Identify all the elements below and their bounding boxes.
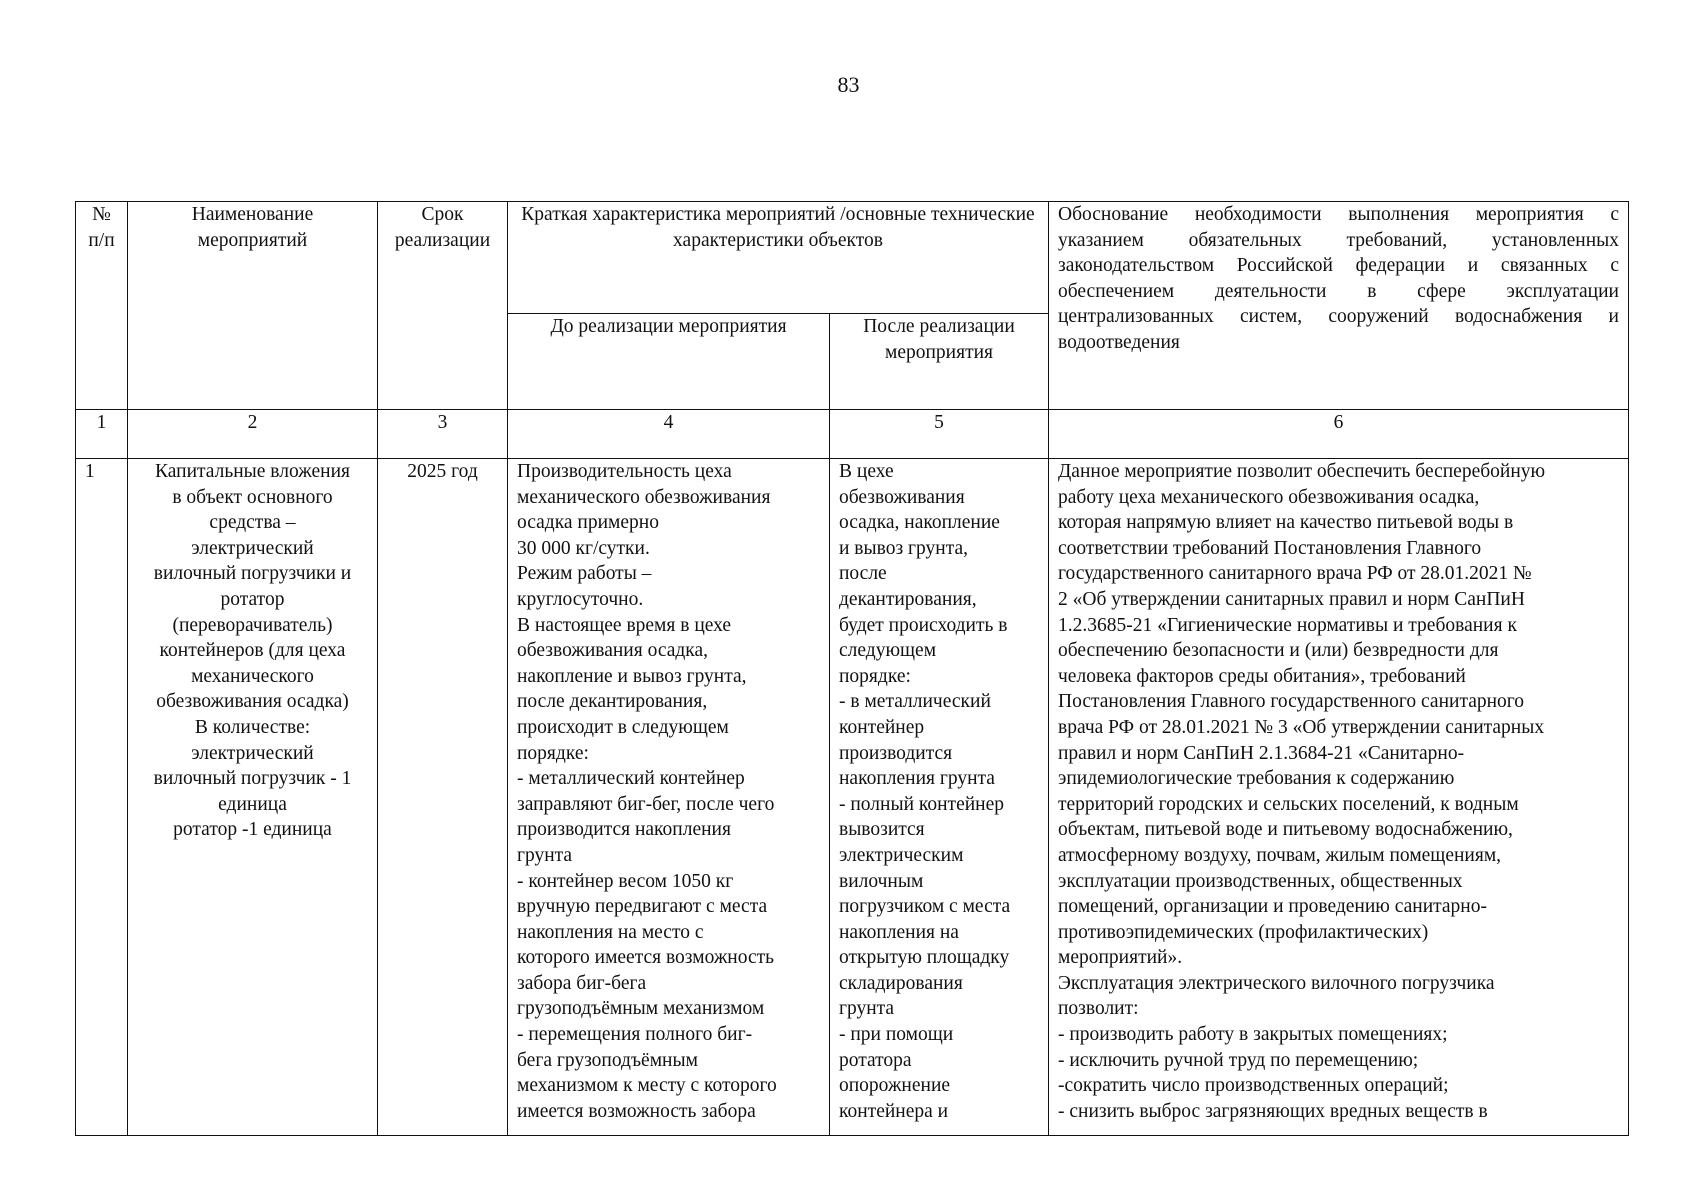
text-line: после [839, 563, 887, 585]
text-line: эксплуатации производственных, общественных [1058, 870, 1463, 892]
text-line: накопления грунта [839, 768, 995, 790]
text-line: после декантирования, [517, 691, 708, 713]
justification-cell [1049, 459, 1629, 1136]
text-line: которого имеется возможность [517, 947, 775, 969]
text-line: противоэпидемических (профилактических) [1058, 921, 1429, 943]
text-line: Постановления Главного государственного санитарного [1058, 691, 1525, 713]
text-line: средства – [209, 512, 296, 534]
header-col-after: После реализации мероприятия [830, 314, 1049, 410]
text-line: -сократить число производственных операций; [1058, 1075, 1449, 1097]
text-line: 30 000 кг/сутки. [517, 537, 650, 559]
text-line: накопления на место с [517, 921, 704, 943]
text-line: контейнера и [839, 1100, 949, 1122]
text-line: и вывоз грунта, [839, 537, 968, 559]
text-line: - перемещения полного биг- [517, 1024, 753, 1046]
text-line: эпидемиологические требования к содержанию [1058, 768, 1455, 790]
text-line: механизмом к месту с которого [517, 1075, 777, 1097]
text-line: Капитальные вложения [155, 461, 350, 482]
text-line: вывозится [839, 819, 925, 841]
text-line: соответствии требований Постановления Главного [1058, 537, 1482, 559]
text-line: бега грузоподъёмным [517, 1049, 698, 1071]
text-line: механического обезвоживания [517, 486, 771, 508]
text-line: - производить работу в закрытых помещениях; [1058, 1024, 1448, 1046]
text-line: Данное мероприятие позволит обеспечить бесперебойную [1058, 461, 1546, 482]
text-line: заправляют биг-бег, после чего [517, 793, 775, 815]
text-line: забора биг-бега [517, 972, 647, 994]
text-line: (переворачиватель) [172, 614, 333, 636]
text-line: - полный контейнер [839, 793, 1004, 815]
measure-name-cell [128, 459, 378, 1136]
text-line: обезвоживания осадка) [156, 691, 349, 713]
text-line: ротатор [220, 588, 285, 610]
term-cell: 2025 год [378, 459, 508, 1136]
text-line: - при помощи [839, 1024, 954, 1046]
text-line: вилочный погрузчики и [153, 563, 352, 585]
text-line: которая напрямую влияет на качество питьевой воды в [1058, 512, 1514, 534]
header-col-characteristics: Краткая характеристика мероприятий /основные технические характеристики объектов [508, 202, 1049, 314]
text-line: накопление и вывоз грунта, [517, 665, 747, 687]
text-line: имеется возможность забора [517, 1100, 756, 1122]
text-line: будет происходить в [839, 614, 1008, 636]
page-number: 83 [837, 72, 860, 97]
text-line: работу цеха механического обезвоживания осадка, [1058, 486, 1480, 508]
text-line: государственного санитарного врача РФ от 28.01.2021 № [1058, 563, 1532, 585]
measures-table [75, 201, 1629, 1136]
text-line: осадка примерно [517, 512, 659, 534]
text-line: грунта [517, 844, 573, 866]
text-line: вилочный погрузчик - 1 [153, 768, 352, 790]
column-number: 2 [128, 410, 378, 459]
before-text [517, 459, 820, 1135]
text-line: помещений, организации и проведению санитарно- [1058, 896, 1487, 918]
text-line: вручную передвигают с места [517, 896, 768, 918]
text-line: электрический [191, 537, 314, 559]
text-line: Эксплуатация электрического вилочного погрузчика [1058, 972, 1495, 994]
text-line: контейнер [839, 716, 925, 738]
header-col-justification: Обоснование необходимости выполнения мероприятия с указанием обязательных требований, установленных законодательством Российской федерации и связанных с обеспечением деятельности в сфере эксплуатации централизованных систем, сооружений водоснабжения и водоотведения [1049, 202, 1629, 410]
text-line: в объект основного [172, 486, 333, 508]
text-line: мероприятий». [1058, 947, 1183, 969]
text-line: грунта [839, 998, 895, 1020]
text-line: обезвоживания [839, 486, 965, 508]
text-line: вилочным [839, 870, 924, 892]
text-line: позволит: [1058, 998, 1139, 1020]
row-number: 1 [76, 459, 128, 1136]
text-line: - исключить ручной труд по перемещению; [1058, 1049, 1419, 1071]
text-line: правил и норм СанПиН 2.1.3684-21 «Санитарно- [1058, 742, 1465, 764]
text-line: ротатор -1 единица [173, 819, 332, 841]
text-line: атмосферному воздуху, почвам, жилым помещениям, [1058, 844, 1502, 866]
text-line: обеспечению безопасности и (или) безвредности для [1058, 640, 1499, 662]
text-line: грузоподъёмным механизмом [517, 998, 765, 1020]
text-line: декантирования, [839, 588, 977, 610]
text-line: территорий городских и сельских поселений, к водным [1058, 793, 1519, 815]
text-line: погрузчиком с места [839, 896, 1011, 918]
text-line: производится [839, 742, 953, 764]
header-col-before: До реализации мероприятия [508, 314, 830, 410]
text-line: круглосуточно. [517, 588, 644, 610]
before-cell [508, 459, 830, 1136]
column-number: 1 [76, 410, 128, 459]
text-line: порядке: [839, 665, 911, 687]
text-line: открытую площадку [839, 947, 1010, 969]
column-number: 4 [508, 410, 830, 459]
text-line: 1.2.3685-21 «Гигиенические нормативы и требования к [1058, 614, 1517, 636]
text-line: Производительность цеха [517, 461, 732, 482]
text-line: В цехе [839, 461, 894, 482]
text-line: - в металлический [839, 691, 991, 713]
column-number: 6 [1049, 410, 1629, 459]
text-line: человека факторов среды обитания», требований [1058, 665, 1466, 687]
column-numbers-row [76, 410, 1629, 459]
text-line: контейнеров (для цеха [159, 640, 346, 662]
header-col-name: Наименование мероприятий [128, 202, 378, 410]
column-number: 5 [830, 410, 1049, 459]
header-row [76, 202, 1629, 314]
text-line: порядке: [517, 742, 589, 764]
header-col-term: Срок реализации [378, 202, 508, 410]
text-line: единица [218, 793, 287, 815]
text-line: происходит в следующем [517, 716, 729, 738]
text-line: врача РФ от 28.01.2021 № 3 «Об утверждении санитарных [1058, 716, 1545, 738]
text-line: обезвоживания осадка, [517, 640, 708, 662]
text-line: объектам, питьевой воде и питьевому водоснабжению, [1058, 819, 1513, 841]
text-line: складирования [839, 972, 963, 994]
text-line: электрический [191, 742, 314, 764]
measure-name [137, 459, 368, 1135]
justification-text [1058, 459, 1619, 1135]
header-col-number: № п/п [76, 202, 128, 410]
text-line: электрическим [839, 844, 964, 866]
table-row [76, 459, 1629, 1136]
text-line: 2 «Об утверждении санитарных правил и норм СанПиН [1058, 588, 1525, 610]
text-line: - металлический контейнер [517, 768, 745, 790]
text-line: Режим работы – [517, 563, 652, 585]
text-line: опорожнение [839, 1075, 951, 1097]
text-line: В настоящее время в цехе [517, 614, 732, 636]
text-line: механического [191, 665, 314, 687]
text-line: В количестве: [194, 716, 311, 738]
text-line: следующем [839, 640, 937, 662]
text-line: ротатора [839, 1049, 912, 1071]
after-text [839, 459, 1039, 1135]
column-number: 3 [378, 410, 508, 459]
after-cell [830, 459, 1049, 1136]
text-line: производится накопления [517, 819, 731, 841]
text-line: осадка, накопление [839, 512, 1000, 534]
text-line: накопления на [839, 921, 959, 943]
text-line: - снизить выброс загрязняющих вредных веществ в [1058, 1100, 1488, 1122]
text-line: - контейнер весом 1050 кг [517, 870, 734, 892]
